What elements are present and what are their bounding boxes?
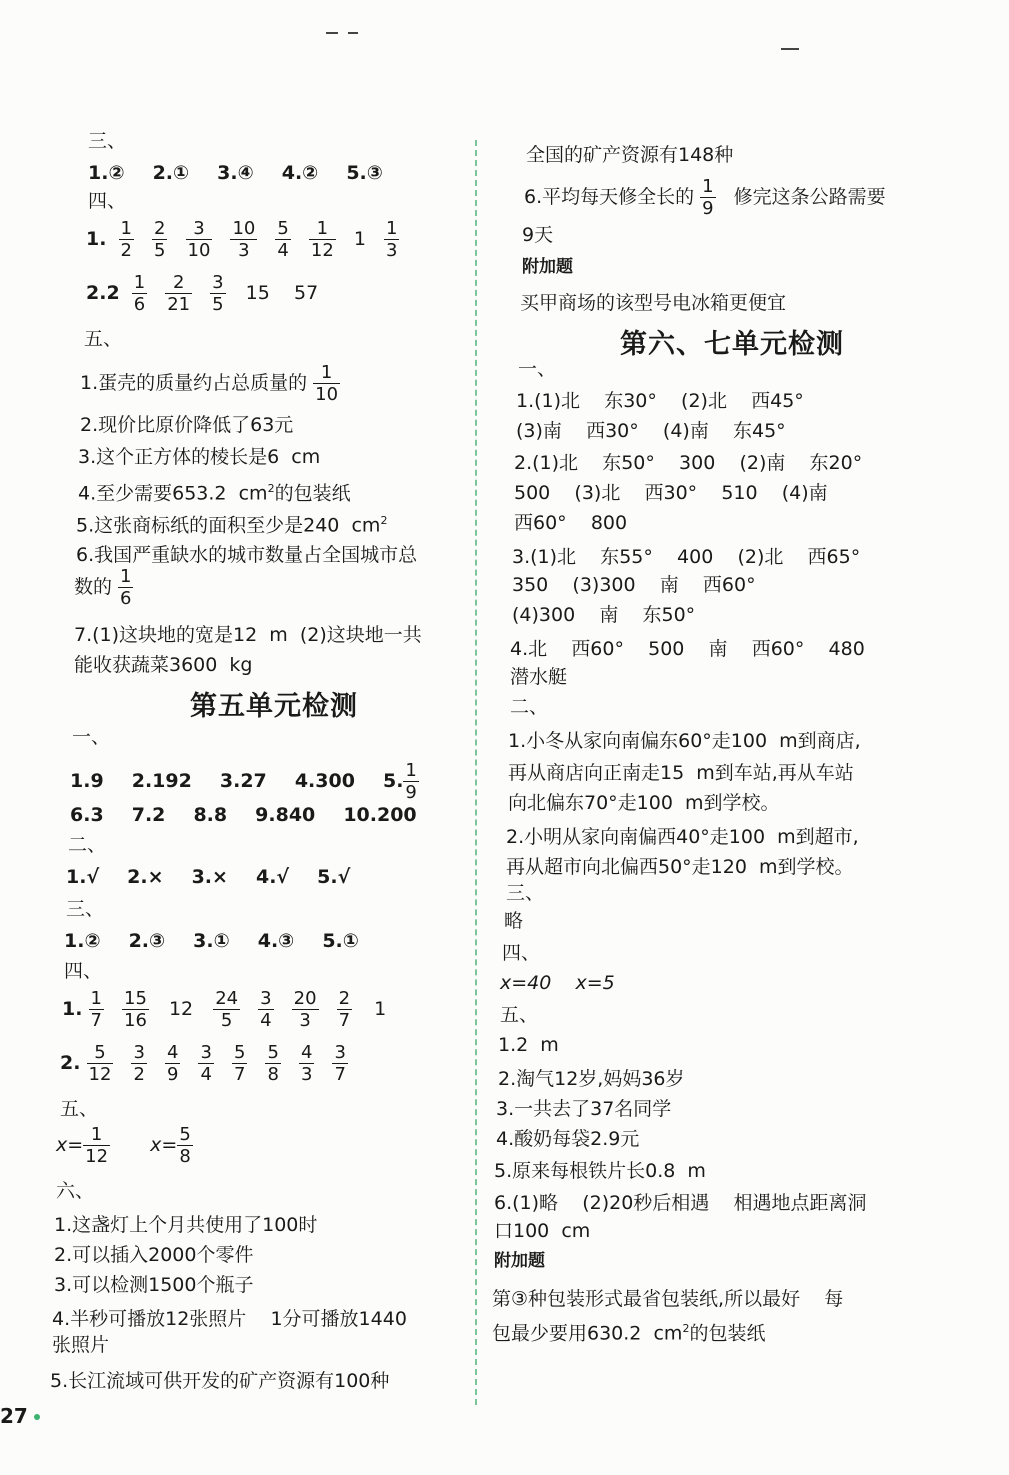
unit5-section-4-line-2 xyxy=(60,1042,354,1085)
answer: 3.× xyxy=(191,866,228,888)
answer-line: 4.酸奶每袋2.9元 xyxy=(496,1128,640,1150)
answer-line xyxy=(524,176,886,219)
unit5-section-3-answers xyxy=(64,928,359,954)
values: 15 57 xyxy=(245,282,319,304)
unit5-section-4-line-1 xyxy=(62,988,386,1031)
fraction: $\frac{1}{6}$ xyxy=(133,272,146,315)
variable: x= xyxy=(56,1134,84,1156)
answer-line: 1.2 m xyxy=(498,1034,559,1056)
answer: 1.√ xyxy=(66,866,100,888)
answer: 8.8 xyxy=(193,804,228,826)
section-3-label: 三、 xyxy=(88,130,127,152)
section-5-item-4: 4.至少需要653.2 $cm^2$的包装纸 xyxy=(78,482,351,505)
fraction: $\frac{1}{3}$ xyxy=(386,218,398,261)
answer-text: 修完这条公路需要 xyxy=(733,186,886,208)
section-5-item-7: 7.(1)这块地的宽是12 m (2)这块地一共 xyxy=(74,624,422,646)
answer-line: 略 xyxy=(504,910,524,932)
fraction: $\frac{5}{7}$ xyxy=(233,1042,246,1085)
section-4-line-1 xyxy=(86,218,405,261)
answer: 1.② xyxy=(88,162,125,184)
answer-line: x=40 x=5 xyxy=(500,972,615,994)
answer-text: 1.蛋壳的质量约占总质量的 xyxy=(80,372,308,394)
answer-line: 2.淘气12岁,妈妈36岁 xyxy=(498,1068,685,1090)
section-4-line-2 xyxy=(86,272,318,315)
answer: 3.① xyxy=(193,930,230,952)
unit-5-title: 第五单元检测 xyxy=(190,691,358,722)
fraction: $\frac{4}{9}$ xyxy=(166,1042,179,1085)
answer: 5. xyxy=(382,770,404,792)
fraction: $\frac{1}{9}$ xyxy=(702,176,714,219)
unit5-section-5-answers xyxy=(56,1124,199,1167)
answer-line: 9天 xyxy=(522,224,554,246)
unit5-section-2-answers xyxy=(66,864,350,890)
unit5-section-6-item-4-cont: 张照片 xyxy=(52,1334,110,1356)
fraction: $\frac{24}{5}$ xyxy=(215,988,239,1031)
section-5-item-5: 5.这张商标纸的面积至少是240 $cm^2$ xyxy=(76,514,388,537)
value: 1 xyxy=(353,228,366,250)
fraction: $\frac{15}{16}$ xyxy=(124,988,147,1031)
section-3-label: 三、 xyxy=(506,882,545,904)
unit5-section-6-item-2: 2.可以插入2000个零件 xyxy=(54,1244,254,1266)
fraction: $\frac{2}{7}$ xyxy=(338,988,351,1031)
answer-line: 5.原来每根铁片长0.8 m xyxy=(494,1160,706,1182)
page-number: 27 xyxy=(0,1404,28,1428)
answer: 4.√ xyxy=(255,866,290,888)
unit5-section-3-label: 三、 xyxy=(66,898,105,920)
fraction: $\frac{10}{3}$ xyxy=(232,218,256,261)
fraction: $\frac{1}{2}$ xyxy=(120,218,132,261)
answer: 5.① xyxy=(322,930,359,952)
answer: 1.9 xyxy=(70,770,104,792)
unit5-section-6-item-3: 3.可以检测1500个瓶子 xyxy=(54,1274,254,1296)
answer-line: (3)南 西30° (4)南 东45° xyxy=(516,420,786,442)
answer: 4.③ xyxy=(257,930,295,952)
answer-line: (4)300 南 东50° xyxy=(512,604,696,626)
unit5-section-6-item-5: 5.长江流域可供开发的矿产资源有100种 xyxy=(50,1370,390,1392)
section-1-label: 一、 xyxy=(518,358,557,380)
answer-line: 1.(1)北 东30° (2)北 西45° xyxy=(516,390,804,412)
section-4-label: 四、 xyxy=(88,190,127,212)
answer: 10.200 xyxy=(343,804,417,826)
answer: 3.27 xyxy=(219,770,267,792)
fraction: $\frac{2}{5}$ xyxy=(154,218,166,261)
unit5-section-1-line-2 xyxy=(70,802,417,828)
extra-question-label: 附加题 xyxy=(522,257,573,277)
answer-text: 数的 xyxy=(74,576,113,598)
answer-text: 6.平均每天修全长的 xyxy=(524,186,695,208)
item-prefix: 2. xyxy=(60,1052,81,1074)
section-5-item-2: 2.现价比原价降低了63元 xyxy=(80,414,294,436)
answer-line: 再从超市向北偏西50°走120 m到学校。 xyxy=(506,856,854,878)
fraction: $\frac{3}{5}$ xyxy=(212,272,224,315)
answer: 2.× xyxy=(127,866,164,888)
fraction: $\frac{3}{2}$ xyxy=(133,1042,145,1085)
answer-text: 包最少要用630.2 cm xyxy=(492,1322,683,1345)
value: 1 xyxy=(374,998,387,1020)
answer-line: 包最少要用630.2 $cm^2$的包装纸 xyxy=(492,1322,766,1345)
answer-line: 西60° 800 xyxy=(514,512,628,534)
item-prefix: 1. xyxy=(62,998,83,1020)
answer-text: 4.至少需要653.2 cm xyxy=(78,482,268,505)
section-5-item-1 xyxy=(80,362,346,405)
top-mark xyxy=(781,48,799,50)
fraction: $\frac{3}{7}$ xyxy=(334,1042,346,1085)
answer: 4.② xyxy=(281,162,319,184)
section-5-item-7-cont: 能收获蔬菜3600 kg xyxy=(74,654,253,676)
section-4-label: 四、 xyxy=(502,942,541,964)
section-5-item-6-cont xyxy=(74,566,139,609)
column-divider xyxy=(475,140,477,1405)
section-5-label: 五、 xyxy=(84,328,123,350)
answer-line: 6.(1)略 (2)20秒后相遇 相遇地点距离洞 xyxy=(494,1192,867,1214)
fraction: $\frac{1}{12}$ xyxy=(310,218,334,261)
answer-line: 3.(1)北 东55° 400 (2)北 西65° xyxy=(512,546,861,568)
fraction: $\frac{1}{9}$ xyxy=(405,760,417,803)
section-5-label: 五、 xyxy=(500,1004,539,1026)
fraction: $\frac{3}{10}$ xyxy=(187,218,211,261)
unit5-section-5-label: 五、 xyxy=(60,1098,99,1120)
answer-line: 4.北 西60° 500 南 西60° 480 xyxy=(510,638,865,660)
answer-line: 潜水艇 xyxy=(510,666,568,688)
top-mark xyxy=(348,32,358,34)
fraction: $\frac{5}{8}$ xyxy=(179,1124,191,1167)
answer-line: 再从商店向正南走15 m到车站,再从车站 xyxy=(508,762,854,784)
unit5-section-1-line-1 xyxy=(70,760,425,803)
fraction: $\frac{1}{10}$ xyxy=(315,362,339,405)
answer: 2.192 xyxy=(131,770,192,792)
answer: 2.① xyxy=(152,162,190,184)
answer-line: 500 (3)北 西30° 510 (4)南 xyxy=(514,482,828,504)
answer: 6.3 xyxy=(70,804,104,826)
fraction: $\frac{5}{8}$ xyxy=(267,1042,279,1085)
unit-6-7-title: 第六、七单元检测 xyxy=(620,329,844,360)
fraction: $\frac{1}{12}$ xyxy=(85,1124,109,1167)
answer-line: 2.小明从家向南偏西40°走100 m到超市, xyxy=(506,826,859,848)
value: 12 xyxy=(168,998,194,1020)
answer-text: 的包装纸 xyxy=(689,1322,766,1345)
top-mark xyxy=(326,32,338,34)
answer-line: 全国的矿产资源有148种 xyxy=(526,144,734,166)
fraction: $\frac{5}{4}$ xyxy=(277,218,289,261)
fraction: $\frac{1}{6}$ xyxy=(120,566,132,609)
unit5-section-2-label: 二、 xyxy=(68,834,107,856)
unit5-section-1-label: 一、 xyxy=(72,726,111,748)
extra-question-answer: 买甲商场的该型号电冰箱更便宜 xyxy=(520,292,787,314)
answer: 7.2 xyxy=(131,804,166,826)
answer-line: 1.小冬从家向南偏东60°走100 m到商店, xyxy=(508,730,861,752)
answer: 9.840 xyxy=(255,804,316,826)
answer-line: 第③种包装形式最省包装纸,所以最好 每 xyxy=(492,1288,844,1310)
section-3-answers xyxy=(88,160,383,186)
fraction: $\frac{5}{12}$ xyxy=(88,1042,112,1085)
section-5-item-3: 3.这个正方体的棱长是6 cm xyxy=(78,446,321,468)
answer: 3.④ xyxy=(217,162,254,184)
answer: 1.② xyxy=(64,930,101,952)
variable: x= xyxy=(150,1134,178,1156)
item-prefix: 1. xyxy=(86,228,107,250)
unit5-section-4-label: 四、 xyxy=(64,960,103,982)
answer: 5.③ xyxy=(346,162,383,184)
extra-question-label: 附加题 xyxy=(494,1251,545,1271)
unit5-section-6-item-1: 1.这盏灯上个月共使用了100时 xyxy=(54,1214,318,1236)
answer-line: 3.一共去了37名同学 xyxy=(496,1098,672,1120)
answer-text: 的包装纸 xyxy=(274,482,351,505)
answer: 5.√ xyxy=(317,866,351,888)
item-prefix: 2.2 xyxy=(86,282,120,304)
fraction: $\frac{1}{7}$ xyxy=(90,988,102,1031)
answer-line: 350 (3)300 南 西60° xyxy=(512,574,756,596)
fraction: $\frac{2}{21}$ xyxy=(167,272,191,315)
unit5-section-6-item-4: 4.半秒可播放12张照片 1分可播放1440 xyxy=(52,1308,407,1330)
fraction: $\frac{4}{3}$ xyxy=(300,1042,313,1085)
answer-line: 2.(1)北 东50° 300 (2)南 东20° xyxy=(514,452,863,474)
page-dot xyxy=(34,1414,40,1420)
answer-line: 口100 cm xyxy=(494,1220,591,1242)
answer-line: 向北偏东70°走100 m到学校。 xyxy=(508,792,780,814)
fraction: $\frac{3}{4}$ xyxy=(260,988,272,1031)
unit5-section-6-label: 六、 xyxy=(56,1180,95,1202)
fraction: $\frac{3}{4}$ xyxy=(200,1042,212,1085)
answer-text: 5.这张商标纸的面积至少是240 cm xyxy=(76,514,381,537)
section-5-item-6: 6.我国严重缺水的城市数量占全国城市总 xyxy=(76,544,418,566)
section-2-label: 二、 xyxy=(510,696,549,718)
fraction: $\frac{20}{3}$ xyxy=(293,988,317,1031)
answer: 4.300 xyxy=(294,770,355,792)
answer: 2.③ xyxy=(128,930,166,952)
